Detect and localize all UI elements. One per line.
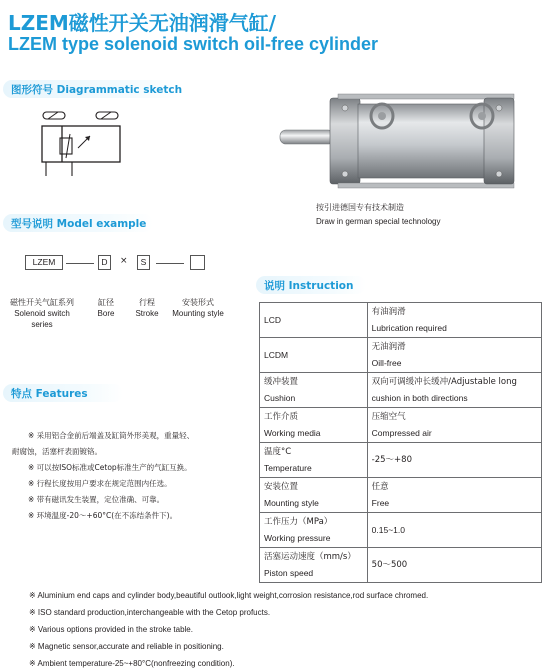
table-value-cell: 任意 Free [367,478,541,513]
table-key-cell: 缓冲装置 Cushion [260,373,368,408]
feature-item: ※ 环境温度-20～+60°C(在不冻结条件下)。 [28,511,178,520]
model-label-stroke: 行程 Stroke [135,298,159,318]
table-key-cell: 工作压力（MPa） Working pressure [260,513,368,548]
feature-item: ※ 带有磁讯发生装置，定位准确、可靠。 [28,495,165,504]
feature-item: ※ Magnetic sensor,accurate and reliable in positioning. [29,642,224,651]
table-value-cell: -25～+80 [367,443,541,478]
feature-item: ※ Aluminium end caps and cylinder body,beautiful outlook,light weight,corrosion resistance,rod surface chromed. [29,591,429,600]
model-label-bore: 缸径 Bore [97,298,115,318]
model-label-series: 磁性开关气缸系列 Solenoid switch series [10,298,74,329]
table-value-cell: 无油润滑 Oill-free [367,338,541,373]
table-row [260,303,542,338]
photo-caption-cn: 按引进德国专有技术制造 [316,203,404,212]
table-row [260,408,542,443]
table-row [260,513,542,548]
features-list-en [29,587,428,669]
model-dash [66,263,94,264]
page-title-en: LZEM type solenoid switch oil-free cylinder [8,34,379,54]
table-value-cell: 双向可调缓冲长缓冲/Adjustable long cushion in both directions [367,373,541,408]
feature-item: ※ Ambient temperature-25~+80°C(nonfreezing condition). [29,659,235,668]
feature-item: 耐腐蚀，活塞杆表面镀铬。 [12,447,102,456]
model-bore-box: D [98,255,111,270]
feature-item: ※ ISO standard production,interchangeable with the Cetop profucts. [29,608,271,617]
table-key-cell: LCDM [260,338,368,373]
table-key-cell: 活塞运动速度（mm/s） Piston speed [260,548,368,583]
model-mount-box [190,255,205,270]
model-label-mounting: 安装形式 Mounting style [172,298,224,318]
feature-item: ※ 可以按ISO标准或Cetop标准生产的气缸互换。 [28,463,192,472]
features-list-cn [12,428,194,524]
table-key-cell: LCD [260,303,368,338]
table-value-cell: 0.15~1.0 [367,513,541,548]
table-row [260,373,542,408]
table-row [260,443,542,478]
table-value-cell: 压缩空气 Compressed air [367,408,541,443]
table-key-cell: 温度°C Temperature [260,443,368,478]
feature-item: ※ 行程长度按用户要求在规定范围内任选。 [28,479,172,488]
table-row [260,338,542,373]
section-heading-features: 特点 Features [3,384,123,402]
feature-item: ※ Various options provided in the stroke table. [29,625,193,634]
cylinder-symbol-diagram [30,110,130,184]
model-stroke-box: S [137,255,150,270]
section-heading-model: 型号说明 Model example [3,214,153,232]
table-key-cell: 安装位置 Mounting style [260,478,368,513]
page-title-cn: LZEM磁性开关无油润滑气缸/ [8,11,277,35]
model-series-box: LZEM [25,255,63,270]
model-dash [156,263,184,264]
table-key-cell: 工作介质 Working media [260,408,368,443]
spec-table [259,302,542,583]
table-value-cell: 有油润滑 Lubrication required [367,303,541,338]
table-value-cell: 50～500 [367,548,541,583]
model-times-sign: × [120,256,128,266]
section-heading-instruction: 说明 Instruction [256,276,366,294]
feature-item: ※ 采用铝合金前后端盖及缸筒外形美观，重量轻、 [28,431,195,440]
table-row [260,478,542,513]
photo-caption-en: Draw in german special technology [316,217,441,226]
section-heading-diagram: 图形符号 Diagrammatic sketch [3,80,183,98]
cylinder-product-photo [278,86,518,196]
table-row [260,548,542,583]
